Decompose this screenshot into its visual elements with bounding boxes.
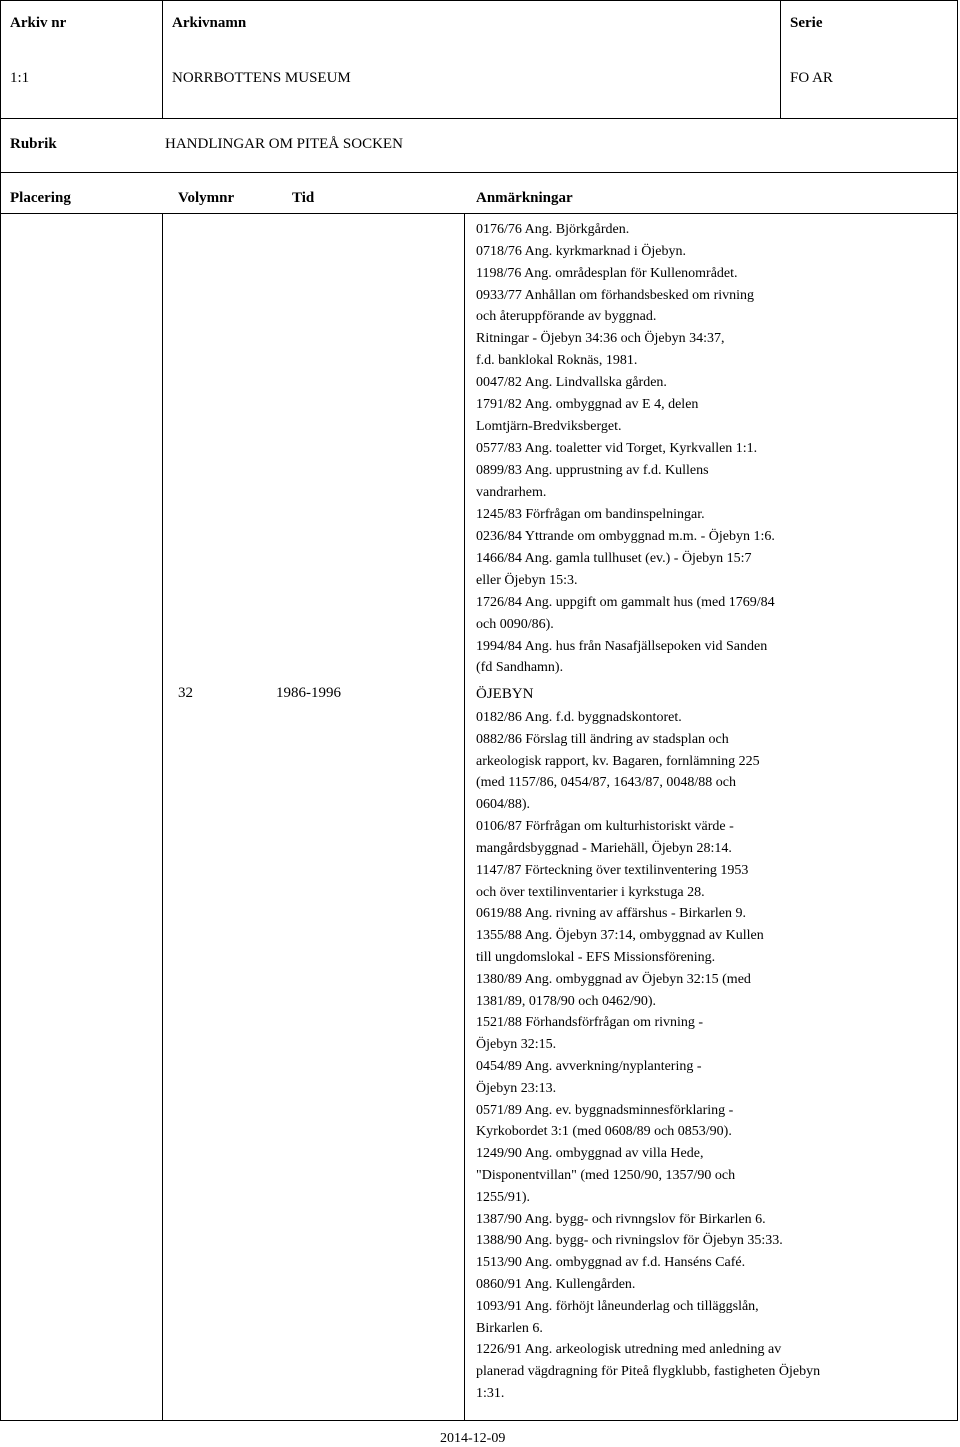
note-line: mangårdsbyggnad - Mariehäll, Öjebyn 28:14. bbox=[476, 841, 732, 856]
column-header-tid: Tid bbox=[292, 190, 315, 206]
note-line: 0106/87 Förfrågan om kulturhistoriskt värde - bbox=[476, 819, 734, 834]
note-line: 0047/82 Ang. Lindvallska gården. bbox=[476, 375, 667, 390]
note-line: 1093/91 Ang. förhöjt låneunderlag och tilläggslån, bbox=[476, 1299, 759, 1314]
note-line: arkeologisk rapport, kv. Bagaren, fornlämning 225 bbox=[476, 754, 760, 769]
rubrik-label: Rubrik bbox=[10, 136, 57, 152]
note-line: Kyrkobordet 3:1 (med 0608/89 och 0853/90). bbox=[476, 1124, 732, 1139]
note-line: och återuppförande av byggnad. bbox=[476, 309, 657, 324]
column-header-placering: Placering bbox=[10, 190, 71, 206]
note-line: och 0090/86). bbox=[476, 617, 554, 632]
note-line: 1198/76 Ang. områdesplan för Kullenområdet. bbox=[476, 266, 738, 281]
volume-number: 32 bbox=[178, 685, 193, 701]
note-line: "Disponentvillan" (med 1250/90, 1357/90 och bbox=[476, 1168, 736, 1183]
note-line: (med 1157/86, 0454/87, 1643/87, 0048/88 och bbox=[476, 775, 737, 790]
arkiv-nr-label: Arkiv nr bbox=[10, 15, 67, 31]
divider-header-row1 bbox=[0, 118, 958, 119]
border-bottom bbox=[0, 1420, 958, 1421]
note-line: 0860/91 Ang. Kullengården. bbox=[476, 1277, 636, 1292]
divider-header-col2 bbox=[780, 0, 781, 118]
note-line: 1147/87 Förteckning över textilinventering 1953 bbox=[476, 863, 749, 878]
volume-title: ÖJEBYN bbox=[476, 686, 534, 702]
note-line: 0619/88 Ang. rivning av affärshus - Birkarlen 9. bbox=[476, 906, 746, 921]
note-line: 1355/88 Ang. Öjebyn 37:14, ombyggnad av Kullen bbox=[476, 928, 764, 943]
divider-columns-row bbox=[0, 213, 958, 214]
note-line: 1387/90 Ang. bygg- och rivnngslov för Birkarlen 6. bbox=[476, 1212, 766, 1227]
note-line: 1521/88 Förhandsförfrågan om rivning - bbox=[476, 1015, 704, 1030]
note-line: 1245/83 Förfrågan om bandinspelningar. bbox=[476, 507, 705, 522]
note-line: 0604/88). bbox=[476, 797, 531, 812]
note-line: 1726/84 Ang. uppgift om gammalt hus (med 1769/84 bbox=[476, 595, 775, 610]
note-line: 0882/86 Förslag till ändring av stadsplan och bbox=[476, 732, 729, 747]
divider-rubrik-row bbox=[0, 172, 958, 173]
divider-header-col1 bbox=[162, 0, 163, 118]
note-line: 0236/84 Yttrande om ombyggnad m.m. - Öjebyn 1:6. bbox=[476, 529, 775, 544]
note-line: 0718/76 Ang. kyrkmarknad i Öjebyn. bbox=[476, 244, 686, 259]
note-line: 0571/89 Ang. ev. byggnadsminnesförklaring - bbox=[476, 1103, 734, 1118]
note-line: 1381/89, 0178/90 och 0462/90). bbox=[476, 994, 657, 1009]
note-line: 1255/91). bbox=[476, 1190, 531, 1205]
serie-label: Serie bbox=[790, 15, 823, 31]
serie-value: FO AR bbox=[790, 70, 833, 86]
note-line: 0933/77 Anhållan om förhandsbesked om rivning bbox=[476, 288, 755, 303]
note-line: 1513/90 Ang. ombyggnad av f.d. Hanséns Café. bbox=[476, 1255, 746, 1270]
column-header-volymnr: Volymnr bbox=[178, 190, 235, 206]
note-line: Öjebyn 23:13. bbox=[476, 1081, 557, 1096]
footer-date: 2014-12-09 bbox=[440, 1431, 506, 1446]
note-line: Ritningar - Öjebyn 34:36 och Öjebyn 34:37, bbox=[476, 331, 725, 346]
note-line: 0899/83 Ang. upprustning av f.d. Kullens bbox=[476, 463, 709, 478]
note-line: 0176/76 Ang. Björkgården. bbox=[476, 222, 630, 237]
note-line: planerad vägdragning för Piteå flygklubb, fastigheten Öjebyn bbox=[476, 1364, 821, 1379]
note-line: f.d. banklokal Roknäs, 1981. bbox=[476, 353, 638, 368]
note-line: Öjebyn 32:15. bbox=[476, 1037, 557, 1052]
note-line: 1994/84 Ang. hus från Nasafjällsepoken vid Sanden bbox=[476, 639, 768, 654]
note-line: Lomtjärn-Bredviksberget. bbox=[476, 419, 622, 434]
note-line: (fd Sandhamn). bbox=[476, 660, 564, 675]
note-line: 1249/90 Ang. ombyggnad av villa Hede, bbox=[476, 1146, 704, 1161]
note-line: 1:31. bbox=[476, 1386, 505, 1401]
arkivnamn-value: NORRBOTTENS MUSEUM bbox=[172, 70, 351, 86]
note-line: 1388/90 Ang. bygg- och rivningslov för Öjebyn 35:33. bbox=[476, 1233, 783, 1248]
note-line: 1791/82 Ang. ombyggnad av E 4, delen bbox=[476, 397, 699, 412]
divider-anmarkningar-col bbox=[464, 213, 465, 1420]
column-header-anmarkningar: Anmärkningar bbox=[476, 190, 573, 206]
rubrik-value: HANDLINGAR OM PITEÅ SOCKEN bbox=[165, 136, 403, 152]
volume-period: 1986-1996 bbox=[276, 685, 341, 701]
note-line: 1380/89 Ang. ombyggnad av Öjebyn 32:15 (med bbox=[476, 972, 751, 987]
note-line: eller Öjebyn 15:3. bbox=[476, 573, 578, 588]
arkiv-nr-value: 1:1 bbox=[10, 70, 30, 86]
note-line: Birkarlen 6. bbox=[476, 1321, 543, 1336]
note-line: 0182/86 Ang. f.d. byggnadskontoret. bbox=[476, 710, 682, 725]
note-line: vandrarhem. bbox=[476, 485, 547, 500]
note-line: till ungdomslokal - EFS Missionsförening. bbox=[476, 950, 716, 965]
note-line: 0454/89 Ang. avverkning/nyplantering - bbox=[476, 1059, 702, 1074]
note-line: 0577/83 Ang. toaletter vid Torget, Kyrkvallen 1:1. bbox=[476, 441, 758, 456]
note-line: och över textilinventarier i kyrkstuga 28. bbox=[476, 885, 705, 900]
note-line: 1466/84 Ang. gamla tullhuset (ev.) - Öjebyn 15:7 bbox=[476, 551, 752, 566]
note-line: 1226/91 Ang. arkeologisk utredning med anledning av bbox=[476, 1342, 782, 1357]
border-top bbox=[0, 0, 958, 1]
divider-placering-col bbox=[162, 213, 163, 1420]
arkivnamn-label: Arkivnamn bbox=[172, 15, 247, 31]
